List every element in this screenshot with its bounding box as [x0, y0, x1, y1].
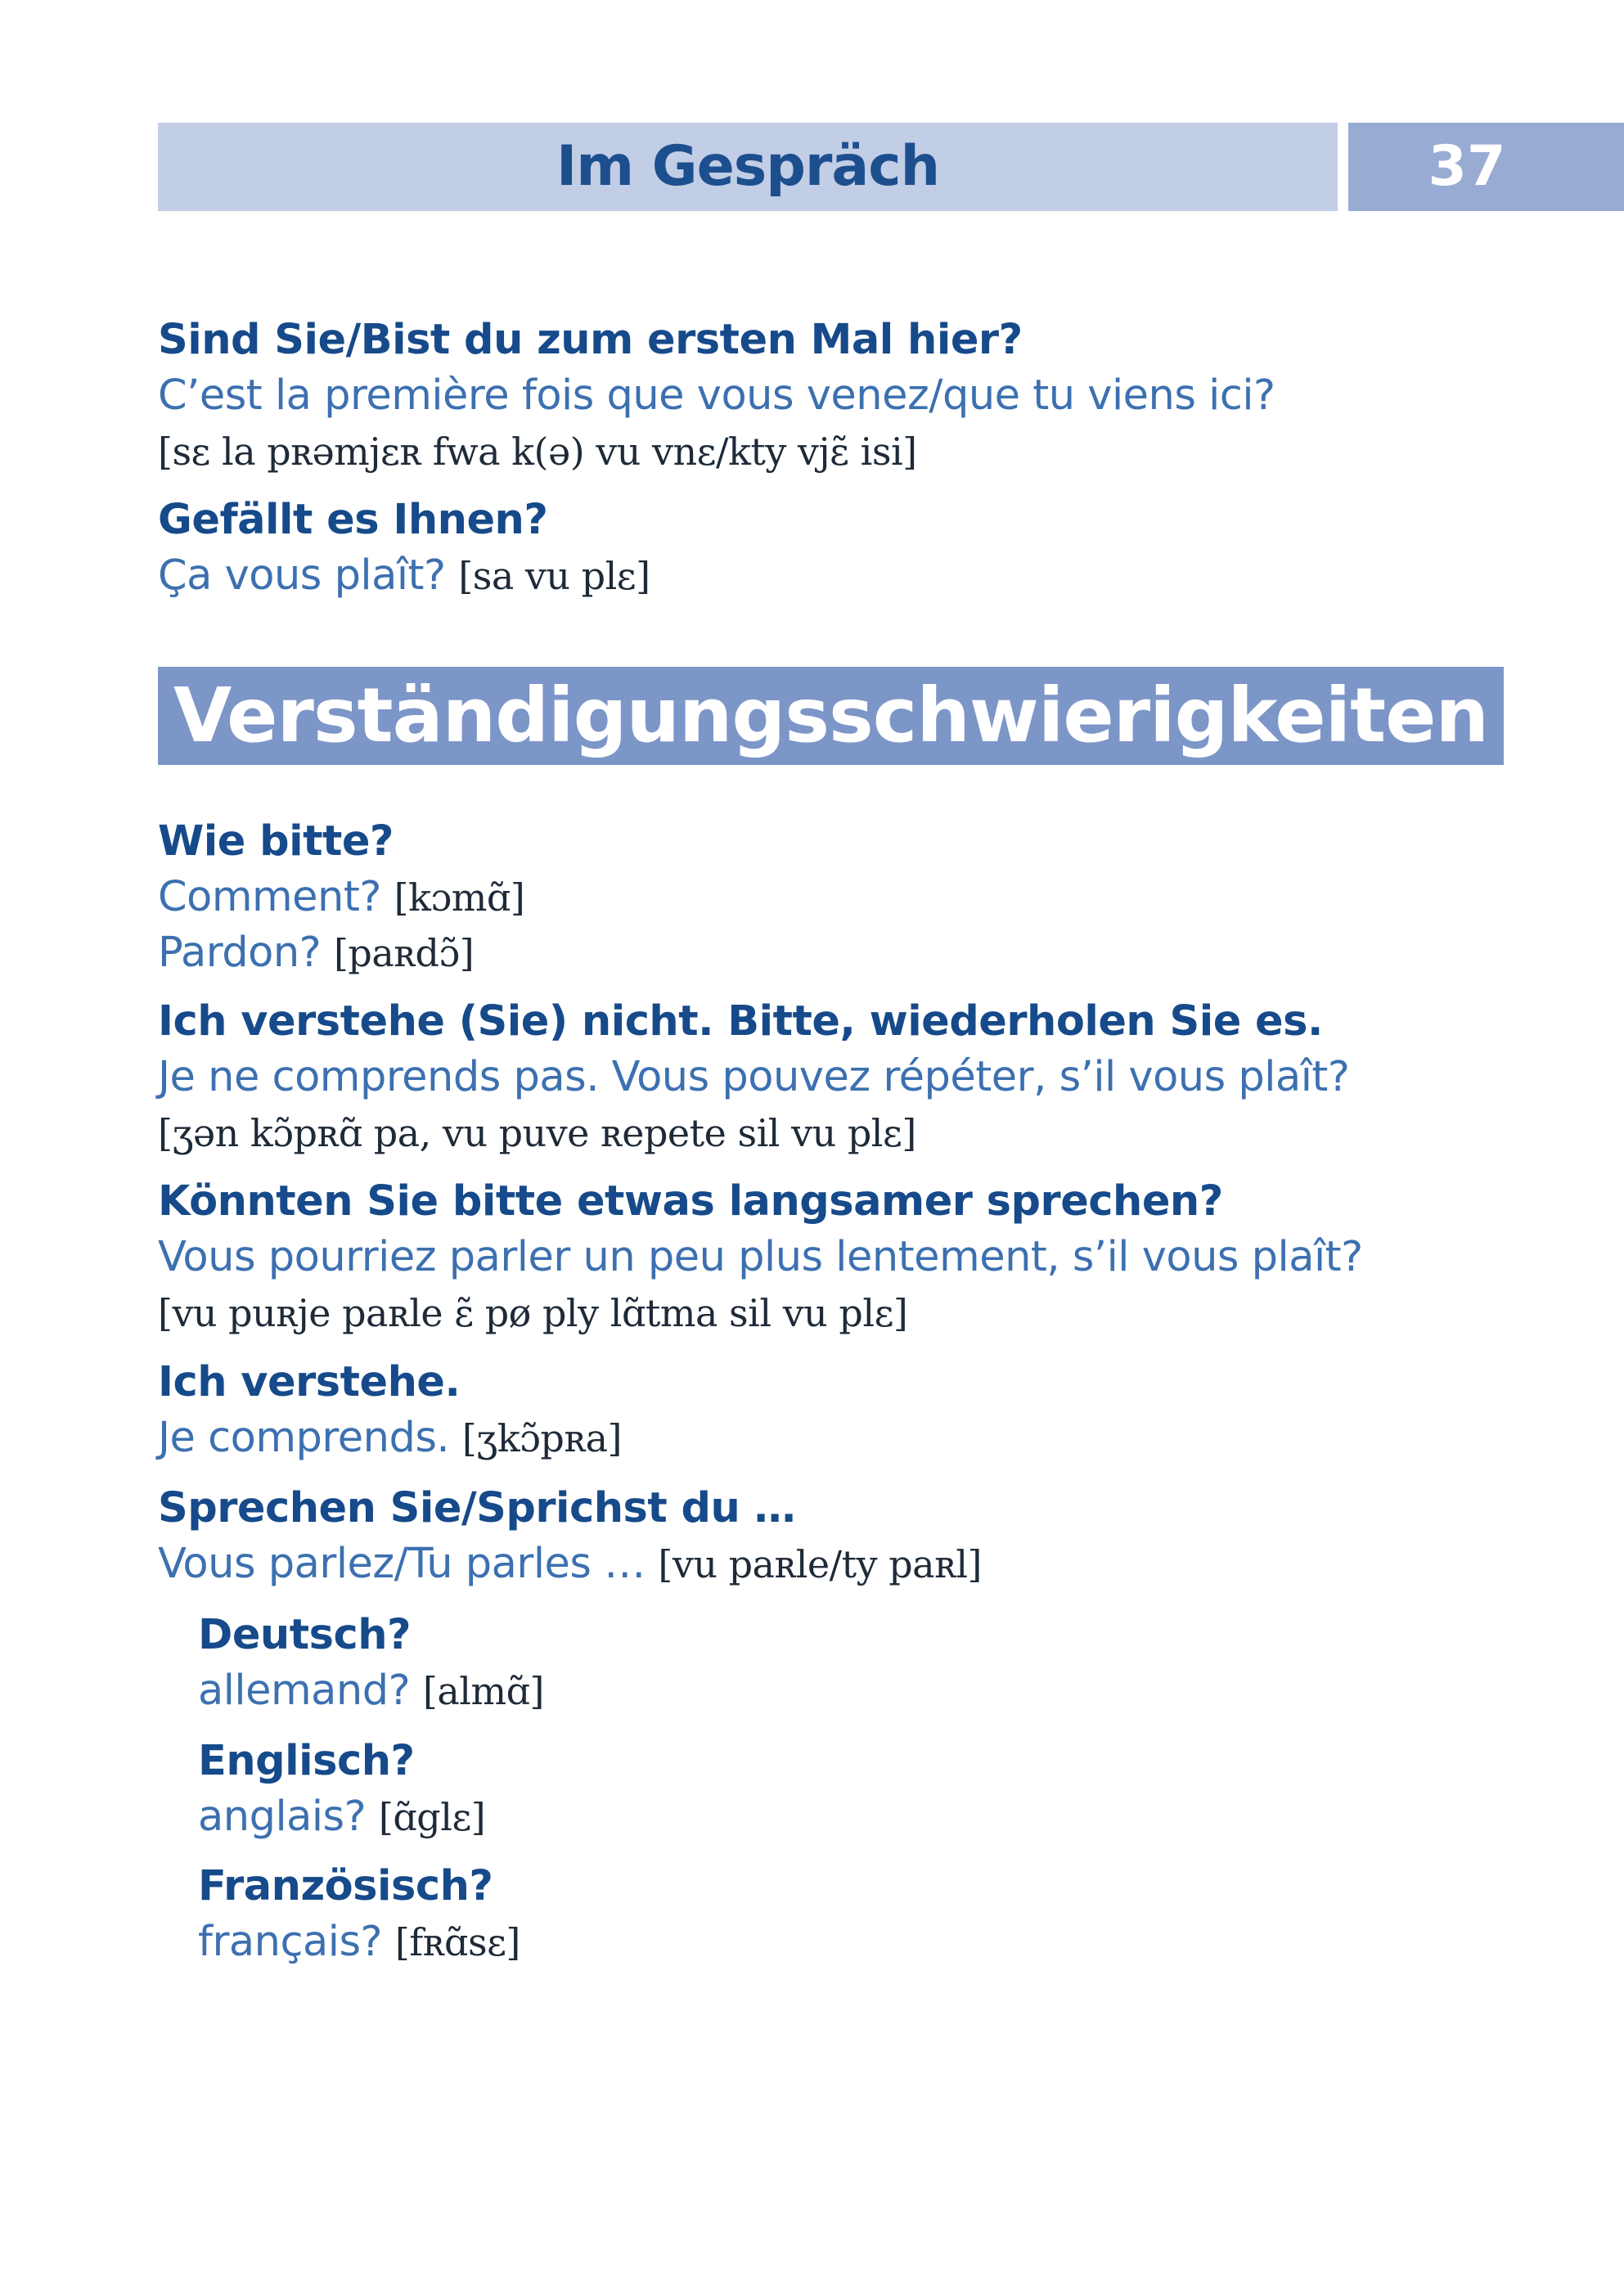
french-line	[158, 1536, 1598, 1592]
page-number: 37	[1428, 134, 1506, 199]
phrase-entry	[158, 313, 1598, 479]
french-phrase: Pardon?	[158, 929, 322, 977]
german-phrase: Französisch?	[198, 1862, 493, 1910]
pronunciation: [paʀdɔ̃]	[333, 931, 475, 975]
french-line	[198, 1789, 1624, 1845]
french-phrase: Comment?	[158, 873, 381, 921]
french-line	[158, 870, 1598, 925]
pronunciation: [ʒkɔ̃pʀa]	[461, 1416, 622, 1460]
german-phrase: Englisch?	[198, 1737, 415, 1785]
language-entry	[198, 1608, 1624, 1719]
french-phrase: Je comprends.	[158, 1414, 450, 1462]
german-phrase: Sprechen Sie/Sprichst du …	[158, 1484, 796, 1532]
phrase-entry	[158, 994, 1598, 1161]
german-phrase: Deutsch?	[198, 1611, 412, 1659]
pronunciation: [ʒən kɔ̃pʀɑ̃ pa, vu puve ʀepete sil vu plɛ]	[158, 1111, 916, 1155]
language-entry	[198, 1859, 1624, 1970]
pronunciation: [vu paʀle/ty paʀl]	[658, 1542, 982, 1586]
french-phrase: C’est la première fois que vous venez/que tu viens ici?	[158, 371, 1275, 420]
german-phrase: Ich verstehe (Sie) nicht. Bitte, wiederholen Sie es.	[158, 997, 1323, 1046]
french-phrase: allemand?	[198, 1667, 411, 1715]
pronunciation: [almɑ̃]	[422, 1669, 544, 1713]
french-phrase: Ça vous plaît?	[158, 551, 446, 600]
german-phrase: Sind Sie/Bist du zum ersten Mal hier?	[158, 316, 1023, 364]
french-line	[158, 548, 1598, 604]
french-phrase: Vous pourriez parler un peu plus lentement, s’il vous plaît?	[158, 1233, 1363, 1281]
french-phrase: Je ne comprends pas. Vous pouvez répéter, s’il vous plaît?	[158, 1053, 1350, 1101]
phrase-entry	[158, 1174, 1598, 1341]
pronunciation: [fʀɑ̃sɛ]	[394, 1920, 520, 1964]
phrase-entry	[158, 493, 1598, 604]
phrase-entry	[158, 814, 1598, 981]
french-phrase: français?	[198, 1918, 383, 1966]
phrase-entry	[158, 1481, 1598, 1592]
french-line	[158, 1410, 1598, 1466]
language-entry	[198, 1734, 1624, 1845]
german-phrase: Ich verstehe.	[158, 1358, 461, 1406]
french-phrase: anglais?	[198, 1793, 367, 1841]
pronunciation: [sa vu plɛ]	[458, 554, 650, 598]
pronunciation: [sɛ la pʀəmjɛʀ fwa k(ə) vu vnɛ/kty vjɛ̃ isi]	[158, 430, 917, 474]
pronunciation: [vu puʀje paʀle ɛ̃ pø ply lɑ̃tma sil vu plɛ]	[158, 1291, 908, 1335]
french-line	[198, 1914, 1624, 1970]
german-phrase: Könnten Sie bitte etwas langsamer sprechen?	[158, 1177, 1223, 1226]
french-phrase: Vous parlez/Tu parles …	[158, 1540, 646, 1588]
pronunciation: [kɔmɑ̃]	[394, 875, 525, 920]
german-phrase: Wie bitte?	[158, 817, 394, 866]
german-phrase: Gefällt es Ihnen?	[158, 496, 548, 544]
page-title: Im Gespräch	[556, 134, 940, 199]
phrase-entry	[158, 1355, 1598, 1466]
section-title: Verständigungsschwierigkeiten	[173, 672, 1489, 759]
french-line	[158, 925, 1598, 981]
pronunciation: [ɑ̃glɛ]	[378, 1795, 486, 1839]
french-line	[198, 1663, 1624, 1719]
